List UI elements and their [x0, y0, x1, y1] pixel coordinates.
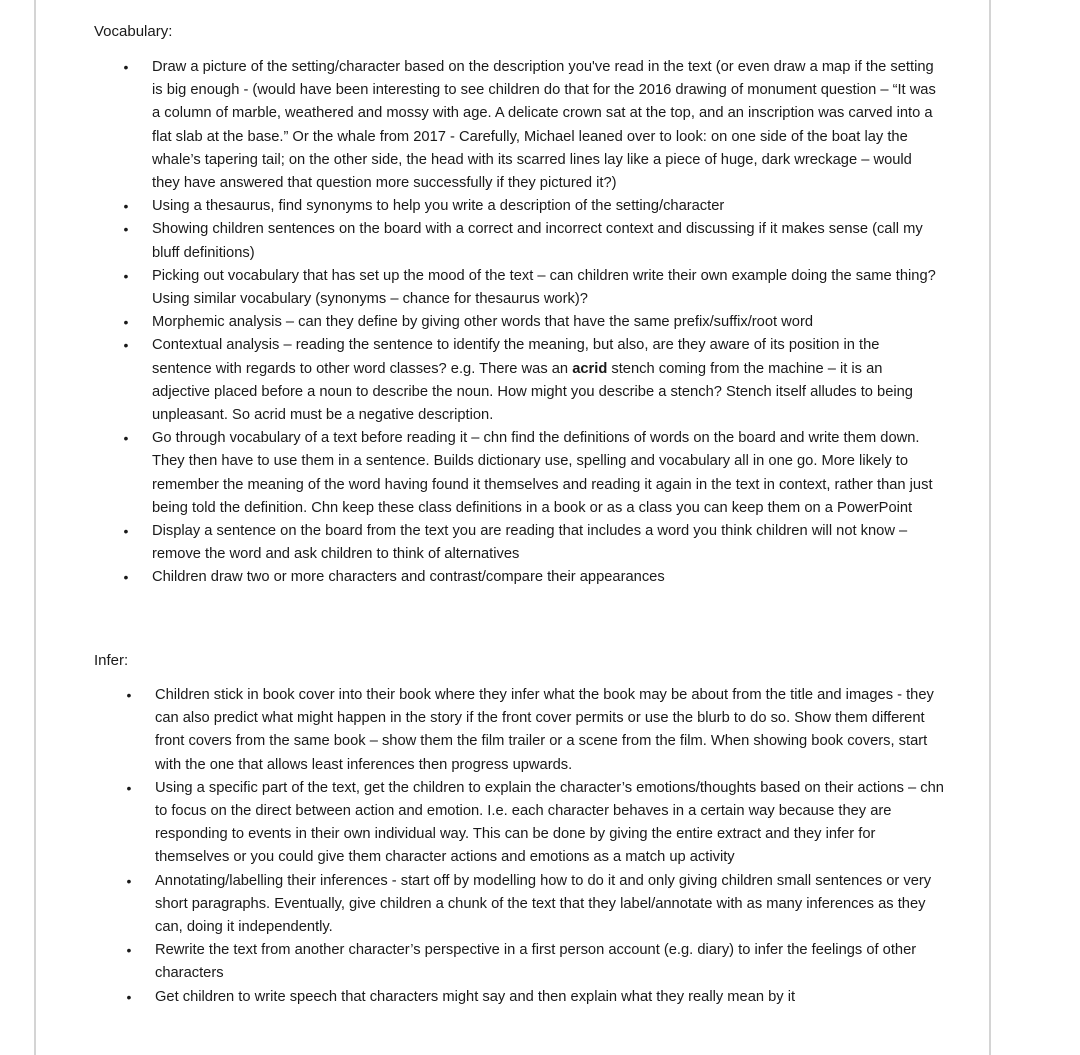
- list-item: [123, 334, 942, 427]
- list-item-text: Using a specific part of the text, get the children to explain the character’s emotions/thoughts based on their actions – chn to focus on the direct between action and emotion. I.e. each character behaves in a certain way because they are responding to events in their own individual way. This can be done by giving the entire extract and they infer for themselves or you could give them character actions and emotions as a match up activity: [155, 779, 944, 866]
- vocabulary-bullet-list: [123, 56, 942, 590]
- list-item-text: Children draw two or more characters and contrast/compare their appearances: [152, 569, 665, 586]
- bullet-icon: •: [123, 198, 129, 215]
- bullet-icon: •: [123, 337, 129, 354]
- list-item: [126, 939, 945, 985]
- bullet-icon: •: [123, 267, 129, 284]
- bullet-icon: •: [123, 59, 129, 75]
- list-item: [123, 218, 942, 264]
- list-item-text: [152, 334, 942, 427]
- list-item: [126, 684, 945, 777]
- list-item-text: Picking out vocabulary that has set up the mood of the text – can children write their own example doing the same thing? Using similar vocabulary (synonyms – chance for thesaurus work)?: [152, 267, 936, 308]
- bullet-icon: •: [123, 523, 129, 540]
- list-item: [123, 427, 942, 520]
- bullet-icon: •: [123, 221, 129, 238]
- list-item-text: Rewrite the text from another character’s perspective in a first person account (e.g. diary) to infer the feelings of other characters: [155, 942, 917, 982]
- bullet-icon: •: [123, 314, 129, 331]
- bullet-icon: •: [123, 430, 129, 447]
- bullet-icon: •: [126, 872, 132, 889]
- list-item-text: Morphemic analysis – can they define by giving other words that have the same prefix/suffix/root word: [152, 314, 814, 331]
- list-item: [123, 56, 942, 195]
- list-item: [126, 870, 945, 940]
- list-item: [123, 265, 942, 311]
- page-right-border: [989, 0, 991, 1055]
- list-item-text: Showing children sentences on the board with a correct and incorrect context and discussing if it makes sense (call my bluff definitions): [152, 221, 923, 261]
- list-item: [123, 566, 942, 589]
- bold-word: acrid: [572, 360, 608, 377]
- list-item-text: Get children to write speech that characters might say and then explain what they really mean by it: [155, 988, 796, 1005]
- list-item: [123, 311, 942, 334]
- infer-bullet-list: [126, 684, 945, 1009]
- list-item-text: Children stick in book cover into their book where they infer what the book may be about from the title and images - they can also predict what might happen in the story if the front cover permits or use the blurb to do so. Show them different front covers from the same book – show them the film trailer or a scene from the film. When showing book covers, start with the one that allows least inferences then progress upwards.: [155, 687, 934, 773]
- list-item: [126, 777, 945, 870]
- vocabulary-heading: Vocabulary:: [94, 23, 173, 40]
- list-item-text-after: stench coming from the machine – it is an adjective placed before a noun to describe the noun. How might you describe a stench? Stench itself alludes to being unpleasant. So acrid must be a negative description.: [152, 360, 913, 424]
- bullet-icon: •: [123, 569, 129, 586]
- list-item: [123, 195, 942, 218]
- list-item-text-before: Contextual analysis – reading the sentence to identify the meaning, but also, are they aware of its position in the sentence with regards to other word classes? e.g. There was an: [152, 337, 880, 377]
- list-item: [126, 986, 945, 1009]
- bullet-icon: •: [126, 687, 132, 703]
- bullet-icon: •: [126, 942, 132, 959]
- list-item-text: Draw a picture of the setting/character based on the description you've read in the text (or even draw a map if the setting is big enough - (would have been interesting to see children do that for the 2016 drawing of monument question – “It was a column of marble, weathered and mossy with age. A delicate crown sat at the top, and an inscription was carved into a flat slab at the base.” Or the whale from 2017 - Carefully, Michael leaned over to look: on one side of the boat lay the whale’s tapering tail; on the other side, the head with its scarred lines lay like a piece of huge, dark wreckage – would they have answered that question more successfully if they pictured it?): [152, 59, 936, 192]
- bullet-icon: •: [126, 988, 132, 1005]
- infer-heading: Infer:: [94, 652, 129, 669]
- list-item-text: Display a sentence on the board from the text you are reading that includes a word you think children will not know – remove the word and ask children to think of alternatives: [152, 523, 908, 563]
- bullet-icon: •: [126, 779, 132, 796]
- list-item-text: Annotating/labelling their inferences - start off by modelling how to do it and only giving children small sentences or very short paragraphs. Eventually, give children a chunk of the text that they label/annotate with as many inferences as they can, doing it independently.: [155, 872, 932, 936]
- document-page: [36, 0, 989, 1055]
- list-item-text: Go through vocabulary of a text before reading it – chn find the definitions of words on the board and write them down. They then have to use them in a sentence. Builds dictionary use, spelling and vocabulary all in one go. More likely to remember the meaning of the word having found it themselves and reading it again in the text in context, rather than just being told the definition. Chn keep these class definitions in a book or as a class you can keep them on a PowerPoint: [152, 430, 933, 516]
- list-item-text: Using a thesaurus, find synonyms to help you write a description of the setting/character: [152, 198, 725, 215]
- list-item: [123, 520, 942, 566]
